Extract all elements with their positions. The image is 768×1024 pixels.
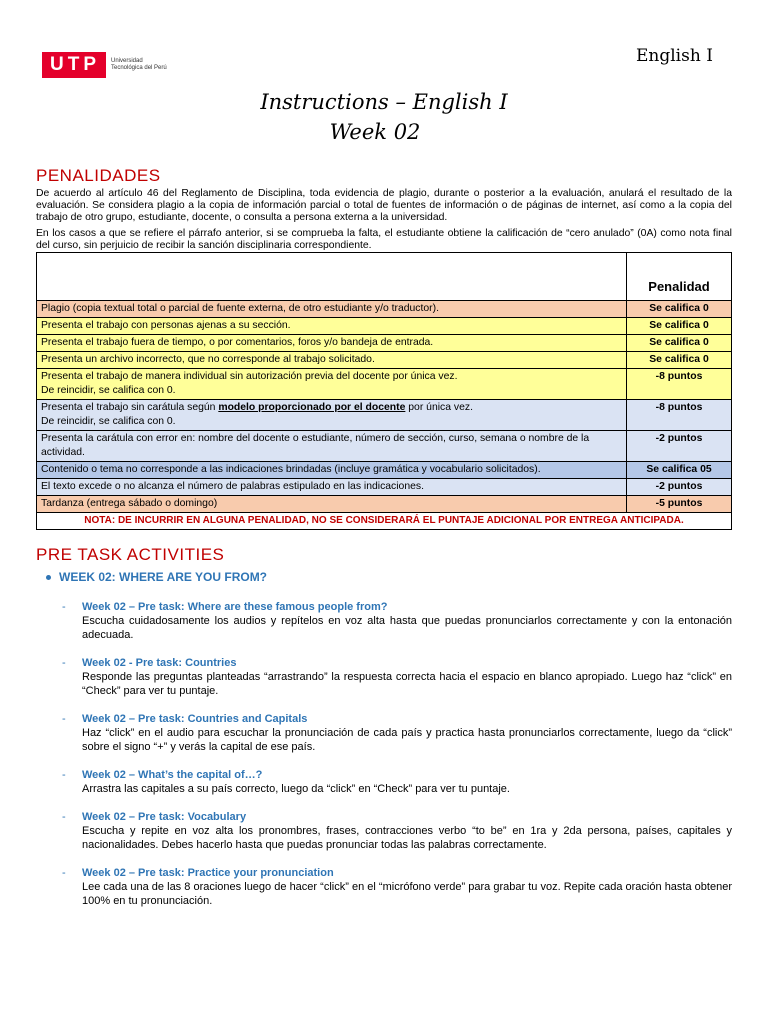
penalty-value: Se califica 0 <box>627 352 732 369</box>
penalty-description: Presenta un archivo incorrecto, que no corresponde al trabajo solicitado. <box>37 352 627 369</box>
penalty-description: Plagio (copia textual total o parcial de fuente externa, de otro estudiante y/o traductor). <box>37 301 627 318</box>
penalty-value: -2 puntos <box>627 479 732 496</box>
penalty-text-emphasis: modelo proporcionado por el docente <box>218 402 406 413</box>
penalties-table <box>36 252 732 530</box>
pretask-heading: PRE TASK ACTIVITIES <box>36 545 225 564</box>
pretask-item <box>62 810 732 852</box>
dash-icon: - <box>62 769 66 781</box>
penalties-note: NOTA: DE INCURRIR EN ALGUNA PENALIDAD, NO SE CONSIDERARÁ EL PUNTAJE ADICIONAL POR ENTREGA ANTICIPADA. <box>37 513 732 530</box>
table-row <box>37 462 732 479</box>
penalty-value: Se califica 05 <box>627 462 732 479</box>
dash-icon: - <box>62 601 66 613</box>
penalty-description: Presenta el trabajo fuera de tiempo, o por comentarios, foros y/o bandeja de entrada. <box>37 335 627 352</box>
penalty-description <box>37 400 627 431</box>
table-row <box>37 335 732 352</box>
penalty-description: Presenta el trabajo con personas ajenas a su sección. <box>37 318 627 335</box>
pretask-item-desc: Escucha y repite en voz alta los pronombres, frases, contracciones verbo “to be” en 1ra y 2da persona, países, capitales y nacionalidades. Debes hacerlo hasta que puedas pronunciar todas las palabras correctamente. <box>82 825 732 851</box>
penalty-description <box>37 369 627 400</box>
pretask-item-title: Week 02 – Pre task: Vocabulary <box>82 811 247 823</box>
dash-icon: - <box>62 867 66 879</box>
pretask-item-desc: Escucha cuidadosamente los audios y repítelos en voz alta hasta que puedas pronunciarlos correctamente y con la entonación adecuada. <box>82 615 732 641</box>
penalty-value: Se califica 0 <box>627 335 732 352</box>
doc-subtitle: Week 02 <box>329 120 421 144</box>
dash-icon: - <box>62 713 66 725</box>
penalty-value: -5 puntos <box>627 496 732 513</box>
pretask-item-title: Week 02 - Pre task: Countries <box>82 657 237 669</box>
table-row <box>37 479 732 496</box>
penalty-description: Contenido o tema no corresponde a las indicaciones brindadas (incluye gramática y vocabulario solicitados). <box>37 462 627 479</box>
penalties-paragraph-2: En los casos a que se refiere el párrafo anterior, si se comprueba la falta, el estudiante obtiene la calificación de “cero anulado” (0A) como nota final del curso, sin perjuicio de recibir la sanción disciplinaria correspondiente. <box>36 228 732 251</box>
pretask-item-title: Week 02 – Pre task: Countries and Capitals <box>82 713 308 725</box>
table-row <box>37 400 732 431</box>
pretask-item <box>62 768 732 796</box>
pretask-item-desc: Responde las preguntas planteadas “arrastrando” la respuesta correcta hacia el espacio en blanco apropiado. Luego haz “click” en “Check” para ver tu puntaje. <box>82 671 732 697</box>
penalty-value: Se califica 0 <box>627 301 732 318</box>
penalty-description: El texto excede o no alcanza el número de palabras estipulado en las indicaciones. <box>37 479 627 496</box>
table-note-row <box>37 513 732 530</box>
table-row <box>37 301 732 318</box>
table-row <box>37 318 732 335</box>
penalty-value: -8 puntos <box>627 400 732 431</box>
penalty-text-pre: Presenta el trabajo sin carátula según <box>41 402 219 413</box>
table-row <box>37 369 732 400</box>
logo-mark: UTP <box>42 52 106 78</box>
doc-title: Instructions – English I <box>260 90 508 114</box>
penalties-heading: PENALIDADES <box>36 166 161 185</box>
logo-subtext: Universidad Tecnológica del Perú <box>111 58 167 71</box>
table-row <box>37 431 732 462</box>
penalty-text-line2: De reincidir, se califica con 0. <box>41 385 176 396</box>
week-bullet <box>46 570 267 584</box>
dash-icon: - <box>62 811 66 823</box>
penalty-text-line1 <box>41 401 622 415</box>
pretask-item <box>62 600 732 642</box>
bullet-icon <box>46 575 51 580</box>
week-bullet-label: WEEK 02: WHERE ARE YOU FROM? <box>59 570 268 584</box>
penalty-value: -2 puntos <box>627 431 732 462</box>
utp-logo <box>42 52 171 78</box>
penalties-paragraph-1: De acuerdo al artículo 46 del Reglamento de Disciplina, toda evidencia de plagio, durante o posterior a la evaluación, anulará el resultado de la evaluación. Se considera plagio a la copia de información parcial o total de fuentes de información o de páginas de internet, así como a la copia del trabajo de otro grupo, estudiante, docente, o consulta a persona externa a la universidad. <box>36 188 732 223</box>
penalty-description: Presenta la carátula con error en: nombre del docente o estudiante, número de sección, curso, semana o nombre de la actividad. <box>37 431 627 462</box>
pretask-item-title: Week 02 – Pre task: Practice your pronunciation <box>82 867 334 879</box>
pretask-item-desc: Arrastra las capitales a su país correcto, luego da “click” en “Check” para ver tu puntaje. <box>82 783 510 795</box>
course-header: English I <box>636 46 713 66</box>
table-row <box>37 352 732 369</box>
pretask-item <box>62 866 732 908</box>
penalty-value: -8 puntos <box>627 369 732 400</box>
pretask-item <box>62 656 732 698</box>
penalty-value: Se califica 0 <box>627 318 732 335</box>
pretask-item-desc: Lee cada una de las 8 oraciones luego de hacer “click” en el “micrófono verde” para grabar tu voz. Repite cada oración hasta obtener 100% en tu pronunciación. <box>82 881 732 907</box>
pretask-item <box>62 712 732 754</box>
table-header-penalty: Penalidad <box>627 253 732 301</box>
pretask-item-desc: Haz “click” en el audio para escuchar la pronunciación de cada país y practica hasta pronunciarlos correctamente, luego da “click” sobre el signo “+” y verás la capital de ese país. <box>82 727 732 753</box>
table-row <box>37 496 732 513</box>
table-header-row <box>37 253 732 301</box>
penalty-text-line1: Presenta el trabajo de manera individual sin autorización previa del docente por única vez. <box>41 371 458 382</box>
penalty-text-post: por única vez. <box>405 402 473 413</box>
dash-icon: - <box>62 657 66 669</box>
penalty-description: Tardanza (entrega sábado o domingo) <box>37 496 627 513</box>
pretask-item-title: Week 02 – Pre task: Where are these famous people from? <box>82 601 388 613</box>
penalty-text-line2: De reincidir, se califica con 0. <box>41 416 176 427</box>
table-header-blank <box>37 253 627 301</box>
pretask-item-title: Week 02 – What’s the capital of…? <box>82 769 263 781</box>
